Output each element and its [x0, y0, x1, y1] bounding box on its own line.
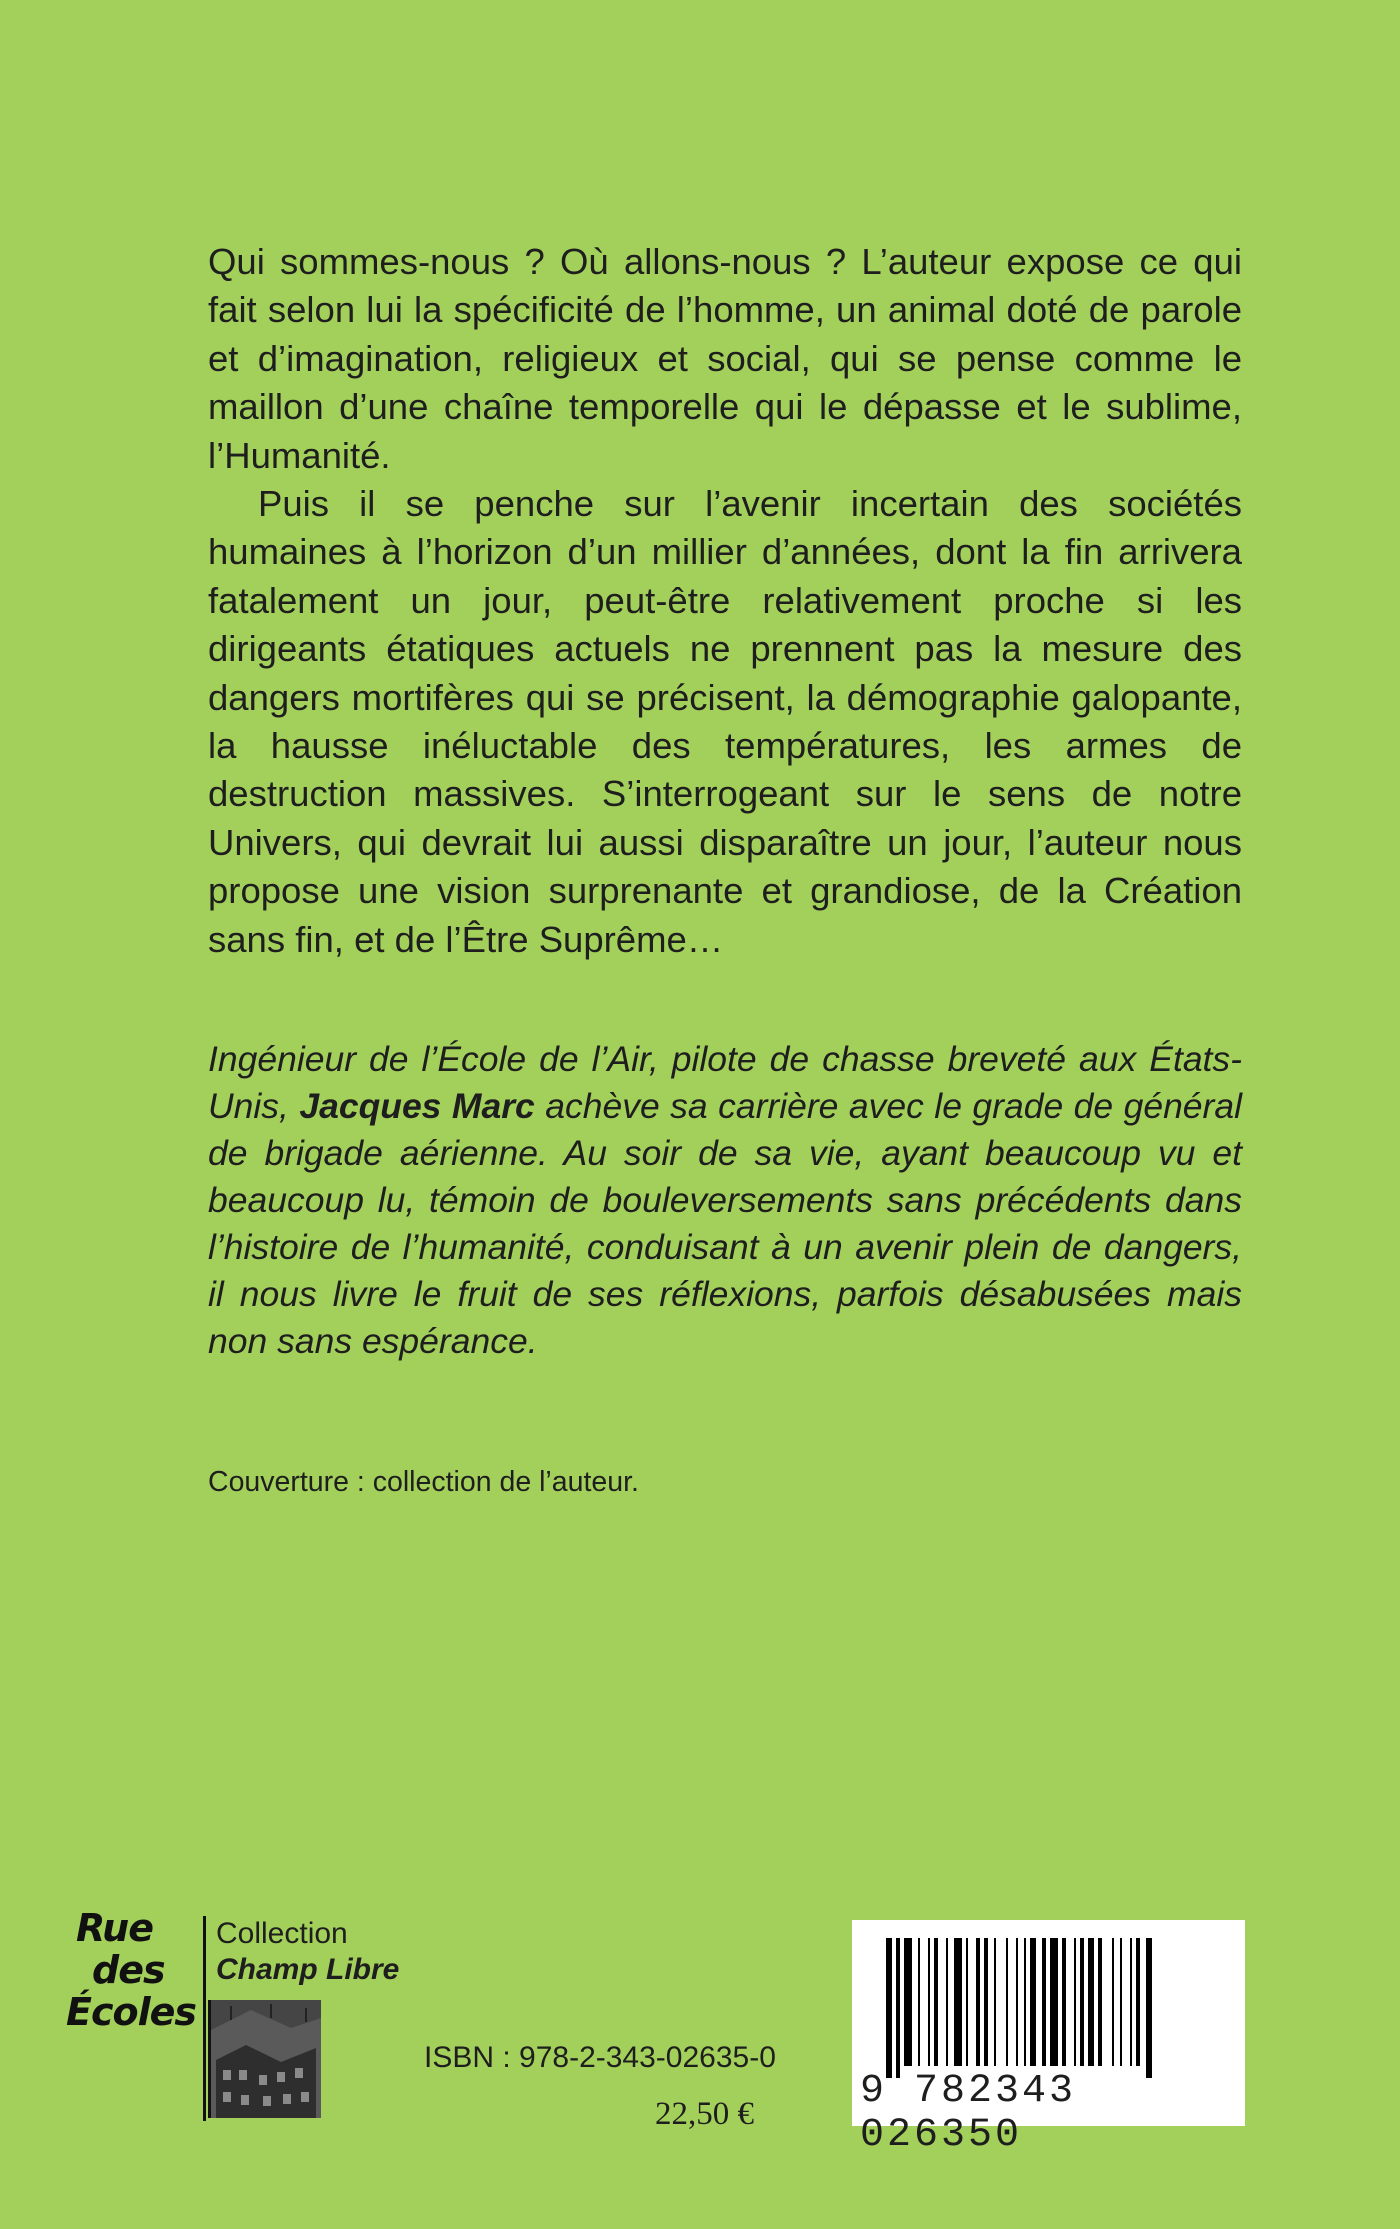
author-name: Jacques Marc — [299, 1086, 535, 1126]
barcode-bar — [1030, 1938, 1036, 2066]
barcode-bar — [918, 1938, 920, 2066]
back-cover-blurb — [208, 238, 1242, 964]
barcode-bar — [1050, 1938, 1058, 2066]
collection-divider — [203, 1916, 206, 2121]
cover-credit: Couverture : collection de l’auteur. — [208, 1466, 639, 1498]
barcode-bar — [994, 1938, 996, 2066]
author-bio — [208, 1036, 1242, 1365]
barcode-bar — [1006, 1938, 1008, 2066]
barcode-bar — [1146, 1938, 1152, 2078]
barcode-bar — [1042, 1938, 1046, 2066]
barcode-bar — [1074, 1938, 1076, 2066]
barcode-bar — [1062, 1938, 1066, 2066]
bio-text-start: Ingénieur de l’École de l’Air, pilote de chasse breveté aux États-Unis, — [208, 1039, 1242, 1126]
blurb-paragraph-2: Puis il se penche sur l’avenir incertain des sociétés humaines à l’horizon d’un millier d’années, dont la fin arrivera fatalement un jour, peut-être relativement proche si les dirigeants étatiques actuels ne prennent pas la mesure des dangers mortifères qui se précisent, la démographie galopante, la hausse inéluctable des températures, les armes de destruction massives. S’interrogeant sur le sens de notre Univers, qui devrait lui aussi disparaître un jour, l’auteur nous propose une vision surprenante et grandiose, de la Création sans fin, et de l’Être Suprême… — [208, 483, 1242, 960]
barcode-bar — [928, 1938, 930, 2066]
barcode-bar — [954, 1938, 962, 2066]
logo-word-3: Écoles — [66, 1990, 197, 2034]
barcode-bar — [984, 1938, 988, 2066]
barcode-bar — [1016, 1938, 1018, 2066]
barcode-bar — [896, 1938, 900, 2078]
barcode-bar — [886, 1938, 892, 2078]
bio-text-end: achève sa carrière avec le grade de général de brigade aérienne. Au soir de sa vie, ayant beaucoup vu et beaucoup lu, témoin de bouleversements sans précédents dans l’histoire de l’humanité, conduisant à un avenir plein de dangers, il nous livre le fruit de ses réflexions, parfois désabusées mais non sans espérance. — [208, 1086, 1243, 1361]
logo-word-2: des — [92, 1948, 165, 1992]
collection-name: Champ Libre — [216, 1953, 400, 1986]
barcode-bar — [1024, 1938, 1026, 2066]
blurb-paragraph-1: Qui sommes-nous ? Où allons-nous ? L’auteur expose ce qui fait selon lui la spécificité de l’homme, un animal doté de parole et d’imagination, religieux et social, qui se pense comme le maillon d’une chaîne temporelle qui le dépasse et le sublime, l’Humanité. — [208, 241, 1242, 476]
isbn: ISBN : 978-2-343-02635-0 — [424, 2041, 776, 2074]
barcode-bar — [1080, 1938, 1084, 2066]
barcode-bar — [1120, 1938, 1122, 2066]
collection-label — [216, 1916, 399, 1988]
collection-word: Collection — [216, 1917, 348, 1950]
barcode-bar — [1112, 1938, 1114, 2066]
barcode-bar — [1098, 1938, 1102, 2066]
barcode-bar — [934, 1938, 938, 2066]
price: 22,50 € — [655, 2096, 754, 2132]
barcode-bar — [1088, 1938, 1094, 2066]
barcode-bar — [976, 1938, 980, 2066]
barcode-bar — [1130, 1938, 1132, 2066]
barcode-bar — [904, 1938, 912, 2066]
barcode — [852, 1920, 1245, 2158]
logo-word-1: Rue — [76, 1906, 154, 1950]
barcode-bar — [946, 1938, 948, 2066]
barcode-digits: 9 782343 026350 — [860, 2069, 1077, 2158]
rooftops-photo — [208, 2000, 321, 2118]
publisher-logo — [62, 1908, 232, 2068]
barcode-bar — [966, 1938, 968, 2066]
barcode-bar — [1136, 1938, 1140, 2066]
